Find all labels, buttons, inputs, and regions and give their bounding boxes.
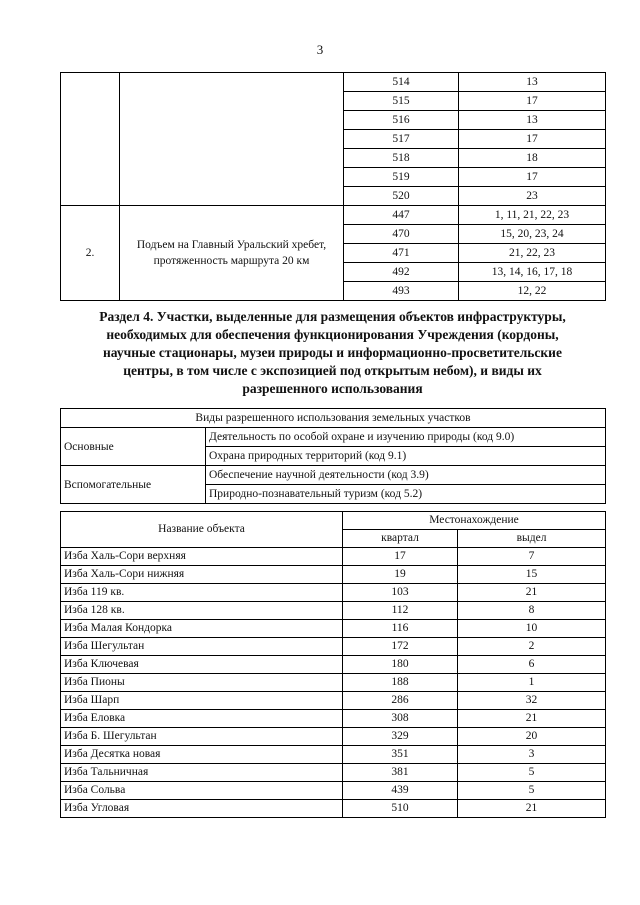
table-row [61,584,606,602]
vydely-cell: 23 [459,187,606,206]
vydely-cell: 18 [459,149,606,168]
table-row [61,566,606,584]
table-row [61,782,606,800]
vydel-cell: 2 [458,638,606,656]
kvartal-cell: 492 [344,263,459,282]
vydely-cell: 17 [459,92,606,111]
object-name-cell: Изба Тальничная [61,764,343,782]
vydel-cell: 10 [458,620,606,638]
table-row [61,548,606,566]
vydel-cell: 21 [458,584,606,602]
vydel-cell: 8 [458,602,606,620]
kvartal-cell: 180 [343,656,458,674]
route-name-cell [120,73,344,206]
kvartal-cell: 518 [344,149,459,168]
kvartal-cell: 447 [344,206,459,225]
table-row [61,746,606,764]
vydel-cell: 7 [458,548,606,566]
route-name-line: Подъем на Главный Уральский хребет, [136,239,327,251]
section-title-line: необходимых для обеспечения функционирования Учреждения (кордоны, [106,327,559,342]
use-category-label: Вспомогательные [61,466,206,504]
location-header: Местонахождение [343,512,606,530]
kvartal-cell: 112 [343,602,458,620]
route-parcels-table [60,72,606,301]
section-4-title [60,308,605,398]
table-row [61,620,606,638]
use-types-table [60,408,606,504]
kvartal-cell: 188 [343,674,458,692]
object-name-cell: Изба Шегультан [61,638,343,656]
object-name-cell: Изба Еловка [61,710,343,728]
vydely-cell: 17 [459,130,606,149]
section-title-line: научные стационары, музеи природы и информационно-просветительские [103,345,562,360]
section-title-line: центры, в том числе с экспозицией под открытым небом), и виды их [123,363,542,378]
vydel-cell: 21 [458,710,606,728]
table-row [61,674,606,692]
object-name-cell: Изба Пионы [61,674,343,692]
table-row [61,692,606,710]
route-number-cell: 2. [61,206,120,301]
vydel-cell: 5 [458,764,606,782]
use-type-item: Обеспечение научной деятельности (код 3.9) [206,466,606,485]
vydel-cell: 1 [458,674,606,692]
use-type-item: Природно-познавательный туризм (код 5.2) [206,485,606,504]
kvartal-cell: 329 [343,728,458,746]
route-number-cell [61,73,120,206]
vydel-cell: 15 [458,566,606,584]
use-type-item: Деятельность по особой охране и изучению природы (код 9.0) [206,428,606,447]
section-title-line: разрешенного использования [242,381,423,396]
vydel-cell: 5 [458,782,606,800]
vydely-cell: 13, 14, 16, 17, 18 [459,263,606,282]
vydely-cell: 15, 20, 23, 24 [459,225,606,244]
use-category-label: Основные [61,428,206,466]
table-row [61,800,606,818]
object-name-cell: Изба Б. Шегультан [61,728,343,746]
object-name-cell: Изба Шарп [61,692,343,710]
table-row [61,602,606,620]
vydel-cell: 6 [458,656,606,674]
vydel-cell: 21 [458,800,606,818]
object-name-cell: Изба Халь-Сори нижняя [61,566,343,584]
kvartal-cell: 514 [344,73,459,92]
vydel-header: выдел [458,530,606,548]
kvartal-cell: 510 [343,800,458,818]
vydely-cell: 13 [459,111,606,130]
table-row [61,656,606,674]
object-name-cell: Изба 128 кв. [61,602,343,620]
kvartal-cell: 519 [344,168,459,187]
kvartal-cell: 520 [344,187,459,206]
table-row [61,428,606,447]
kvartal-cell: 517 [344,130,459,149]
vydel-cell: 3 [458,746,606,764]
table-row [61,638,606,656]
kvartal-cell: 471 [344,244,459,263]
object-name-cell: Изба Угловая [61,800,343,818]
kvartal-cell: 172 [343,638,458,656]
objects-rows [61,548,606,818]
route-name-cell [120,206,344,301]
kvartal-cell: 493 [344,282,459,301]
kvartal-header: квартал [343,530,458,548]
use-types-header: Виды разрешенного использования земельных участков [61,409,606,428]
page-number: 3 [316,42,324,57]
object-name-cell: Изба Десятка новая [61,746,343,764]
kvartal-cell: 103 [343,584,458,602]
objects-table [60,511,606,818]
kvartal-cell: 516 [344,111,459,130]
table-row [61,73,606,92]
object-name-header: Название объекта [61,512,343,548]
vydely-cell: 13 [459,73,606,92]
object-name-cell: Изба Малая Кондорка [61,620,343,638]
object-name-cell: Изба Ключевая [61,656,343,674]
kvartal-cell: 17 [343,548,458,566]
object-name-cell: Изба 119 кв. [61,584,343,602]
route-name-line: протяженность маршрута 20 км [153,255,310,267]
kvartal-cell: 116 [343,620,458,638]
kvartal-cell: 308 [343,710,458,728]
kvartal-cell: 439 [343,782,458,800]
vydely-cell: 21, 22, 23 [459,244,606,263]
kvartal-cell: 515 [344,92,459,111]
kvartal-cell: 286 [343,692,458,710]
kvartal-cell: 351 [343,746,458,764]
object-name-cell: Изба Халь-Сори верхняя [61,548,343,566]
vydely-cell: 1, 11, 21, 22, 23 [459,206,606,225]
table-row [61,764,606,782]
vydel-cell: 32 [458,692,606,710]
table-row [61,710,606,728]
kvartal-cell: 381 [343,764,458,782]
table-row [61,206,606,225]
vydel-cell: 20 [458,728,606,746]
kvartal-cell: 470 [344,225,459,244]
vydely-cell: 17 [459,168,606,187]
kvartal-cell: 19 [343,566,458,584]
object-name-cell: Изба Сольва [61,782,343,800]
table-row [61,728,606,746]
section-title-line: Раздел 4. Участки, выделенные для размещения объектов инфраструктуры, [99,309,566,324]
use-type-item: Охрана природных территорий (код 9.1) [206,447,606,466]
table-row [61,466,606,485]
vydely-cell: 12, 22 [459,282,606,301]
table-header-row [61,409,606,428]
table-header-row [61,512,606,530]
